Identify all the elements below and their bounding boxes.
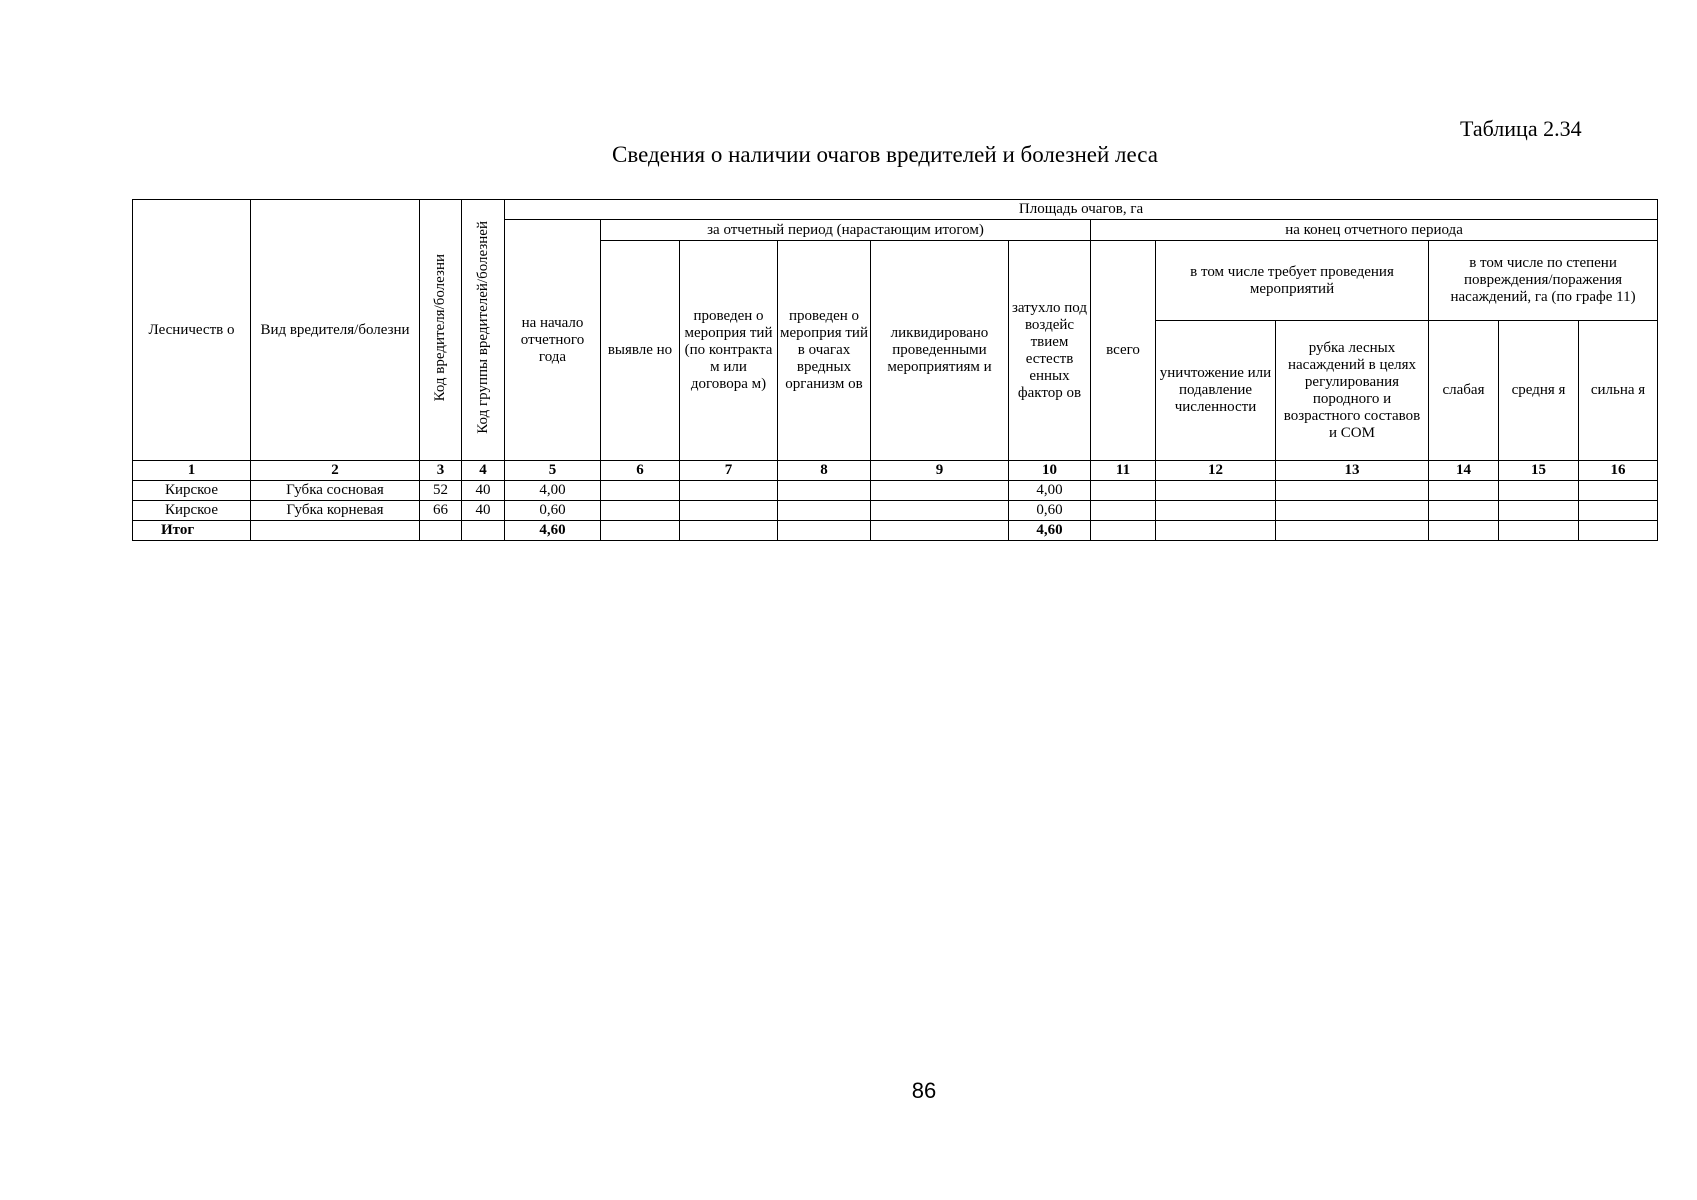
header-pest-code	[420, 200, 462, 461]
header-group-code-text: Код группы вредителей/болезней	[474, 221, 491, 434]
header-detected: выявле но	[601, 241, 680, 461]
total-start: 4,60	[505, 521, 601, 541]
cell-empty	[1429, 501, 1499, 521]
cell-empty	[1276, 501, 1429, 521]
header-measures-in-foci: проведен о мероприя тий в очагах вредных организм ов	[778, 241, 871, 461]
table-row	[133, 481, 1658, 501]
cell-forestry: Кирское	[133, 501, 251, 521]
header-felling: рубка лесных насаждений в целях регулирования породного и возрастного составов и СОМ	[1276, 321, 1429, 461]
cell-empty	[601, 481, 680, 501]
cell-forestry: Кирское	[133, 481, 251, 501]
cell-empty	[1429, 481, 1499, 501]
cell-empty	[778, 521, 871, 541]
cell-empty	[1499, 481, 1579, 501]
total-row	[133, 521, 1658, 541]
column-number: 1	[133, 461, 251, 481]
header-pest-code-text: Код вредителя/болезни	[432, 253, 448, 402]
table-row	[133, 501, 1658, 521]
document-title-text: Сведения о наличии очагов вредителей и болезней леса	[612, 142, 1158, 167]
header-liquidated: ликвидировано проведенными мероприятиям и	[871, 241, 1009, 461]
cell-empty	[1499, 521, 1579, 541]
header-species: Вид вредителя/болезни	[251, 200, 420, 461]
header-end-of-period: на конец отчетного периода	[1091, 220, 1658, 241]
column-number: 14	[1429, 461, 1499, 481]
header-weak: слабая	[1429, 321, 1499, 461]
cell-empty	[420, 521, 462, 541]
cell-empty	[462, 521, 505, 541]
cell-start: 4,00	[505, 481, 601, 501]
cell-empty	[1429, 521, 1499, 541]
header-by-damage: в том числе по степени повреждения/поражения насаждений, га (по графе 11)	[1429, 241, 1658, 321]
column-numbers-row	[133, 461, 1658, 481]
cell-species: Губка корневая	[251, 501, 420, 521]
cell-empty	[601, 521, 680, 541]
column-number: 4	[462, 461, 505, 481]
cell-empty	[680, 481, 778, 501]
cell-pest-code: 52	[420, 481, 462, 501]
cell-empty	[251, 521, 420, 541]
total-label: Итог	[133, 521, 251, 541]
cell-empty	[1156, 521, 1276, 541]
cell-decay: 4,00	[1009, 481, 1091, 501]
column-number: 9	[871, 461, 1009, 481]
column-number: 3	[420, 461, 462, 481]
cell-empty	[1091, 481, 1156, 501]
cell-start: 0,60	[505, 501, 601, 521]
header-period: за отчетный период (нарастающим итогом)	[601, 220, 1091, 241]
cell-empty	[1579, 481, 1658, 501]
column-number: 16	[1579, 461, 1658, 481]
column-number: 10	[1009, 461, 1091, 481]
cell-empty	[871, 501, 1009, 521]
cell-empty	[1156, 481, 1276, 501]
cell-empty	[680, 521, 778, 541]
header-natural-decay: затухло под воздейс твием естеств енных фактор ов	[1009, 241, 1091, 461]
header-strong: сильна я	[1579, 321, 1658, 461]
header-medium: средня я	[1499, 321, 1579, 461]
header-total: всего	[1091, 241, 1156, 461]
page-number	[0, 1078, 1697, 1104]
cell-decay: 0,60	[1009, 501, 1091, 521]
cell-empty	[1091, 521, 1156, 541]
header-forestry: Лесничеств о	[133, 200, 251, 461]
cell-empty	[1276, 521, 1429, 541]
cell-empty	[778, 501, 871, 521]
cell-empty	[1091, 501, 1156, 521]
column-number: 8	[778, 461, 871, 481]
header-destruction: уничтожение или подавление численности	[1156, 321, 1276, 461]
column-number: 2	[251, 461, 420, 481]
cell-empty	[1499, 501, 1579, 521]
column-number: 13	[1276, 461, 1429, 481]
column-number: 15	[1499, 461, 1579, 481]
column-number: 7	[680, 461, 778, 481]
cell-group-code: 40	[462, 481, 505, 501]
document-title	[0, 142, 1697, 168]
cell-empty	[871, 521, 1009, 541]
table-label: Таблица 2.34	[1460, 116, 1582, 141]
header-requires-measures: в том числе требует проведения мероприятий	[1156, 241, 1429, 321]
cell-empty	[680, 501, 778, 521]
cell-empty	[871, 481, 1009, 501]
column-number: 5	[505, 461, 601, 481]
cell-empty	[1579, 501, 1658, 521]
column-number: 11	[1091, 461, 1156, 481]
total-decay: 4,60	[1009, 521, 1091, 541]
cell-empty	[778, 481, 871, 501]
cell-empty	[1579, 521, 1658, 541]
header-area: Площадь очагов, га	[505, 200, 1658, 220]
header-contract-measures: проведен о мероприя тий (по контракта м или договора м)	[680, 241, 778, 461]
cell-species: Губка сосновая	[251, 481, 420, 501]
header-start-of-year: на начало отчетного года	[505, 220, 601, 461]
cell-group-code: 40	[462, 501, 505, 521]
cell-empty	[1276, 481, 1429, 501]
cell-pest-code: 66	[420, 501, 462, 521]
cell-empty	[601, 501, 680, 521]
pest-foci-table	[132, 199, 1658, 541]
column-number: 6	[601, 461, 680, 481]
header-group-code	[462, 200, 505, 461]
cell-empty	[1156, 501, 1276, 521]
column-number: 12	[1156, 461, 1276, 481]
page-number-text: 86	[911, 1078, 937, 1103]
